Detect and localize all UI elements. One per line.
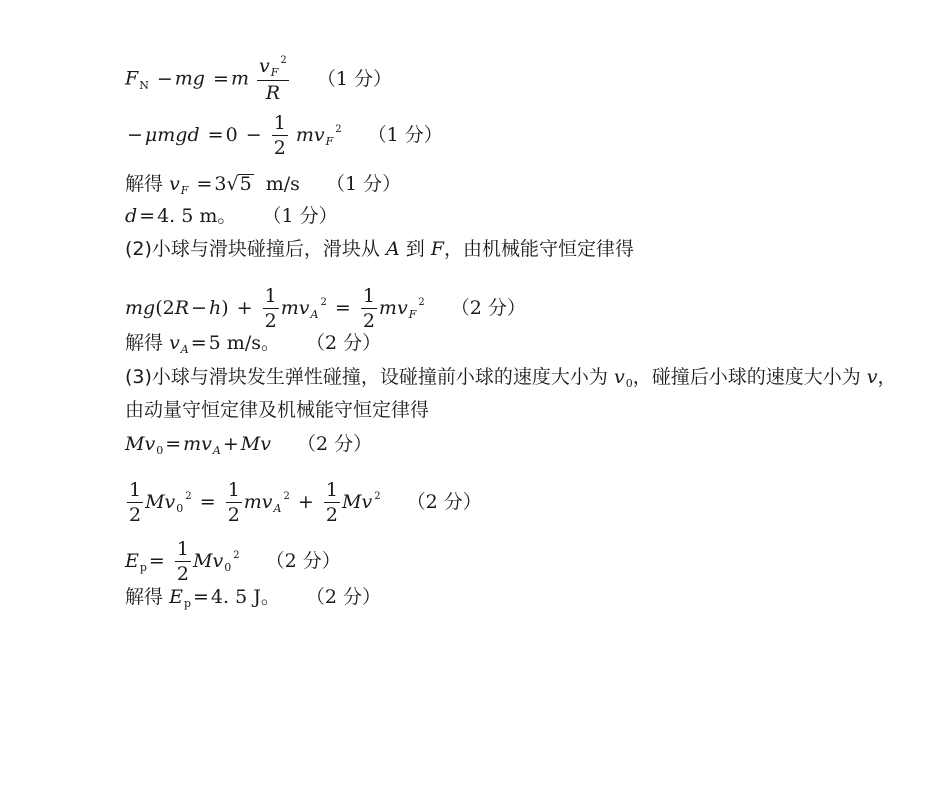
result-vF	[125, 174, 401, 196]
score-label: （2 分）	[265, 550, 341, 572]
value: 4. 5 m。	[157, 205, 237, 227]
symbol-mu: μ	[144, 124, 158, 146]
fraction-one-half: $\frac{1}{2}$	[273, 112, 286, 159]
fraction-one-half: $\frac{1}{2}$	[176, 538, 189, 585]
negative-sign: −	[127, 124, 143, 146]
point-F: F	[430, 238, 444, 260]
minus-sign: −	[156, 67, 173, 90]
superscript-2: 2	[335, 124, 342, 135]
equation-kinetic-energy: $\frac{1}{2}$ $Mv_0^2$ = $\frac{1}{2}$ $mv_A^2$ + $\frac{1}{2}$ Mv $^2$ （2 分）	[129, 479, 482, 526]
result-d	[125, 207, 338, 226]
equals-sign: =	[196, 173, 213, 195]
symbol-d: d	[125, 205, 138, 227]
score-label: （1 分）	[367, 124, 443, 146]
subscript-F: F	[270, 66, 279, 79]
fraction-one-half: $\frac{1}{2}$	[325, 479, 338, 526]
symbol-mv: mv	[295, 124, 325, 146]
prefix-text: 解得	[125, 173, 164, 195]
equation-energy-A-to-F: mg(2R − h) + $\frac{1}{2}$ $mv_A^2$ = $\frac{1}{2}$ $mv_F^2$ （2 分）	[125, 285, 526, 332]
symbol-F: F	[125, 67, 139, 90]
superscript-2: 2	[280, 55, 287, 66]
equation-momentum: $Mv_0 = mv_A + Mv$ （2 分）	[125, 433, 373, 457]
symbol-v: v	[259, 55, 270, 77]
score-label: （1 分）	[316, 67, 392, 90]
fraction-one-half: $\frac{1}{2}$	[362, 285, 375, 332]
equals-sign: =	[139, 205, 156, 227]
zero: 0	[225, 124, 238, 146]
equation-spring-energy: $E_p$ = $\frac{1}{2}$ $Mv_0^2$ （2 分）	[125, 538, 341, 585]
radicand: 5	[239, 173, 252, 195]
part3-heading: (3)小球与滑块发生弹性碰撞，设碰撞前小球的速度大小为 $v_0$，碰撞后小球的速度大小为 v，	[125, 366, 897, 390]
score-label: （2 分）	[450, 297, 526, 319]
subscript-N: N	[139, 78, 149, 92]
fraction-vF2-over-R	[257, 56, 289, 103]
coefficient: 3	[214, 173, 227, 195]
equation-normal-force	[125, 56, 392, 103]
part3-subheading: 由动量守恒定律及机械能守恒定律得	[125, 399, 430, 421]
equals-sign: =	[207, 124, 224, 146]
result-Ep: 解得 $E_p = 4$. 5 J。 （2 分）	[125, 586, 382, 610]
fraction-one-half: $\frac{1}{2}$	[264, 285, 277, 332]
symbol-mgd: mgd	[157, 124, 200, 146]
score-label: （2 分）	[406, 491, 482, 513]
symbol-R: R	[265, 82, 281, 104]
unit: m/s	[265, 173, 300, 195]
part2-heading: (2)小球与滑块碰撞后，滑块从 A 到 F，由机械能守恒定律得	[125, 238, 634, 260]
fraction-one-half: $\frac{1}{2}$	[227, 479, 240, 526]
score-label: （2 分）	[306, 332, 382, 354]
score-label: （1 分）	[325, 173, 402, 195]
symbol-v: v	[169, 173, 180, 195]
point-A: A	[385, 238, 400, 260]
result-vA: 解得 $v_A = 5$ m/s。 （2 分）	[125, 332, 382, 356]
symbol-mg: mg	[174, 67, 205, 90]
minus-sign: −	[245, 124, 262, 146]
subscript-F: F	[180, 184, 189, 197]
subscript-F: F	[325, 135, 334, 148]
score-label: （2 分）	[297, 433, 373, 455]
symbol-m: m	[230, 67, 249, 90]
fraction-one-half: $\frac{1}{2}$	[129, 479, 142, 526]
radical-sign: √	[226, 173, 239, 195]
score-label: （1 分）	[262, 205, 338, 227]
equals-sign: =	[213, 67, 229, 90]
equation-friction-work	[125, 114, 443, 158]
score-label: （2 分）	[305, 586, 382, 608]
